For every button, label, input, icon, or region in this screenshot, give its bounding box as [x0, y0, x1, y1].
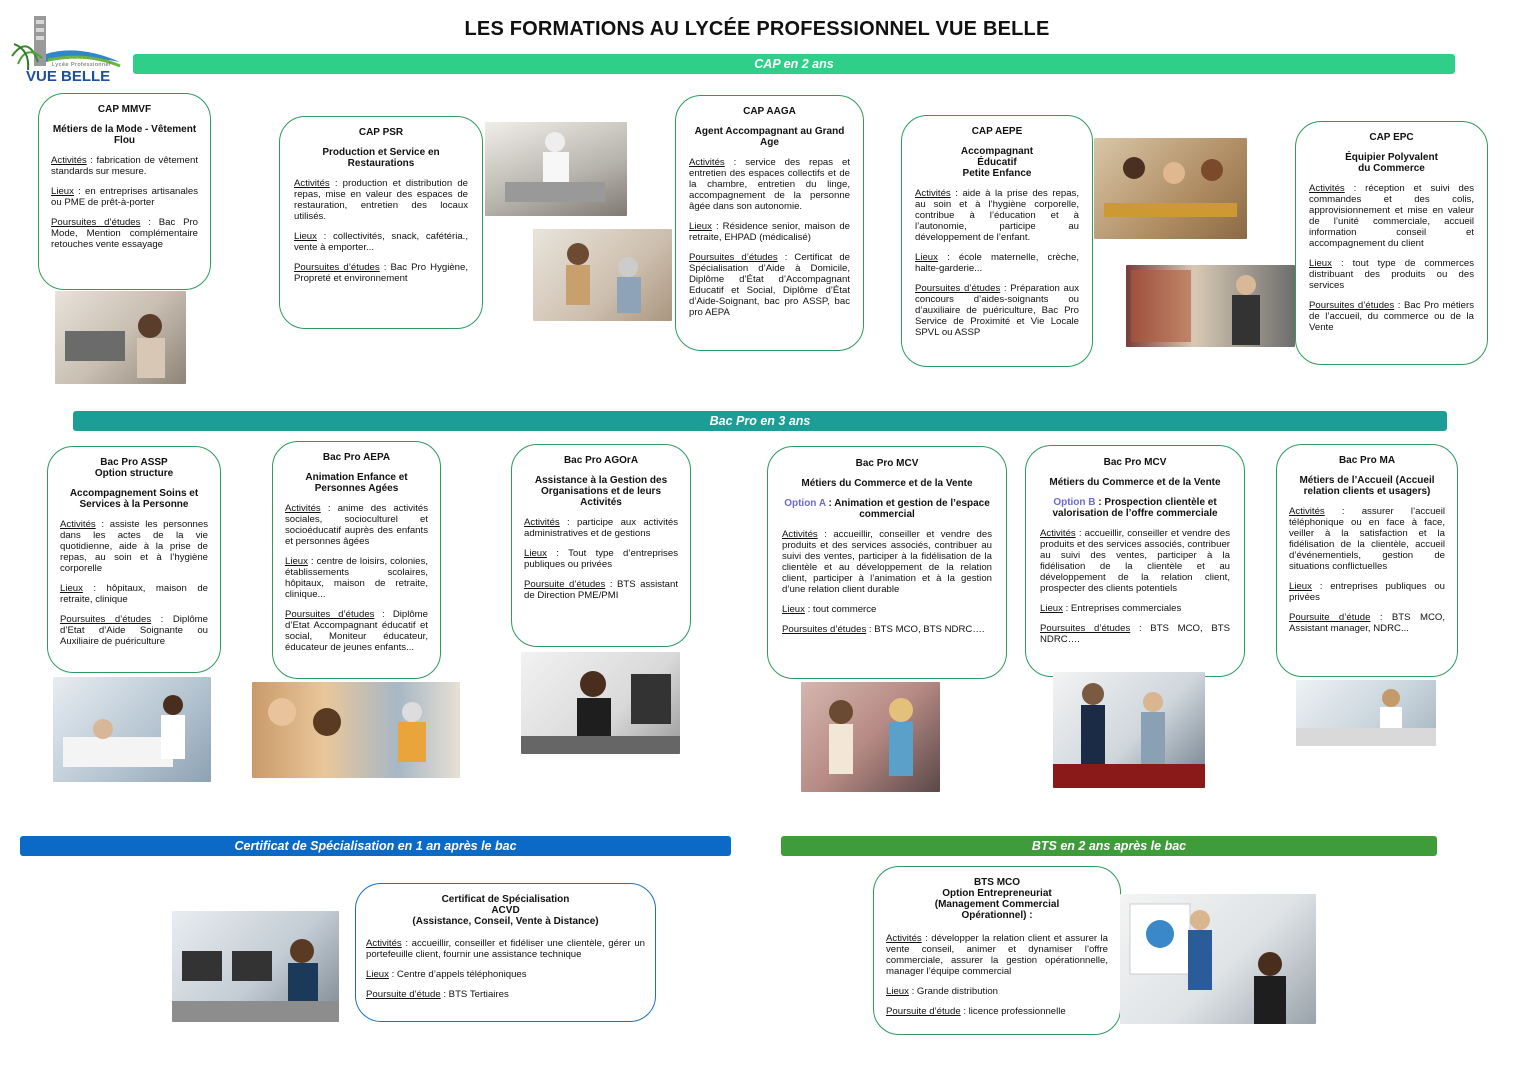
photo-hospital — [53, 677, 211, 782]
photo-sewing — [55, 291, 186, 384]
card-cap-mmvf — [38, 93, 211, 290]
card-cap-psr — [279, 116, 483, 329]
label-activites: Activités — [1289, 506, 1325, 517]
label-activites: Activités — [689, 157, 725, 168]
card-lieux: : Résidence senior, maison de retraite, EHPAD (médicalisé) — [689, 221, 850, 243]
card-lieux: : en entreprises artisanales ou PME de prêt-à-porter — [51, 186, 198, 208]
card-activites: : assurer l’accueil téléphonique ou en face à face, veiller à la satisfaction et la fidélisation de la clientèle, accueil d’événementiels, gestion de situations conflictuelles — [1289, 506, 1445, 572]
label-poursuites: Poursuites d’études — [915, 283, 1001, 294]
card-lieux: : hôpitaux, maison de retraite, clinique — [60, 583, 208, 605]
option-label: Option B — [1053, 497, 1096, 508]
card-poursuites: : Diplôme d’Etat d’Aide Soignante ou Auxiliaire de puériculture — [60, 614, 209, 647]
card-code: BTS MCO — [973, 877, 1021, 888]
card-bac-assp — [47, 446, 221, 673]
card-activites: : fabrication de vêtement standards sur mesure. — [51, 155, 198, 177]
card-title: Métiers de l’Accueil (Accueil relation clients et usagers) — [1299, 475, 1435, 497]
photo-boutique — [801, 682, 940, 792]
label-lieux: Lieux — [1040, 603, 1063, 614]
card-title: (Assistance, Conseil, Vente à Distance) — [412, 916, 599, 927]
label-lieux: Lieux — [524, 548, 547, 559]
card-poursuites: : Bac Pro Mode, Mention complémentaire retouches vente essayage — [51, 217, 199, 250]
card-lieux: : collectivités, snack, cafétéria., vente à emporter... — [294, 231, 468, 253]
section-bac-pro: Bac Pro en 3 ans — [73, 411, 1447, 431]
card-bts-mco — [873, 866, 1121, 1035]
section-cap: CAP en 2 ans — [133, 54, 1455, 74]
label-poursuites: Poursuites d’études — [51, 217, 141, 228]
card-poursuites: : Diplôme d’Etat Accompagnant éducatif et social, Moniteur éducateur, éducateur de jeunes enfants... — [285, 609, 429, 653]
card-code: CAP AAGA — [743, 106, 796, 117]
card-cap-aepe — [901, 115, 1093, 367]
label-poursuite: Poursuite d’étude — [1289, 612, 1371, 623]
card-title-1: Accompagnant — [960, 146, 1034, 157]
card-lieux: : entreprises publiques ou privées — [1289, 581, 1445, 603]
card-code-2: ACVD — [491, 905, 520, 916]
label-lieux: Lieux — [60, 583, 83, 594]
card-bac-mcv-b — [1025, 445, 1245, 677]
card-bac-mcv-a — [767, 446, 1007, 679]
card-cs-acvd — [355, 883, 656, 1022]
label-activites: Activités — [285, 503, 321, 514]
label-lieux: Lieux — [366, 969, 389, 980]
card-cap-epc — [1295, 121, 1488, 365]
card-activites: : réception et suivi des commandes et des colis, approvisionnement et mise en valeur de l’unité commerciale, accueil information conseil et accompagnement du client — [1309, 183, 1474, 249]
photo-shop — [1126, 265, 1295, 347]
card-poursuites: : BTS MCO, BTS NDRC…. — [866, 624, 985, 635]
card-code: Bac Pro MCV — [1103, 457, 1167, 468]
label-lieux: Lieux — [285, 556, 308, 567]
card-option — [782, 498, 992, 520]
photo-children — [1094, 138, 1247, 239]
card-lieux: : tout commerce — [804, 604, 877, 615]
card-poursuites: : BTS MCO, Assistant manager, NDRC... — [1289, 612, 1446, 634]
label-activites: Activités — [294, 178, 330, 189]
card-activites: : accueillir, conseiller et vendre des produits et des services associés, contribuer au suivi des ventes, participer à la fidélisation de la clientèle et au développement de la relation client, prospecter des clients potentiels — [1040, 528, 1230, 594]
label-lieux: Lieux — [1289, 581, 1312, 592]
school-logo — [8, 14, 122, 90]
card-activites: : participe aux activités administratives et de gestions — [524, 517, 678, 539]
option-text: : Prospection clientèle et valorisation de l’offre commerciale — [1052, 497, 1218, 519]
card-title-2: (Management Commercial Opérationnel) : — [934, 899, 1060, 921]
card-title: Production et Service en Restaurations — [322, 147, 440, 169]
card-code: CAP PSR — [358, 127, 404, 138]
label-poursuites: Poursuites d’études — [285, 609, 375, 620]
section-bts: BTS en 2 ans après le bac — [781, 836, 1437, 856]
label-activites: Activités — [886, 933, 922, 944]
page-title: LES FORMATIONS AU LYCÉE PROFESSIONNEL VUE BELLE — [464, 18, 1050, 40]
card-lieux: : centre de loisirs, colonies, établissements scolaires, hôpitaux, maison de retraite, clinique... — [285, 556, 428, 600]
label-lieux: Lieux — [886, 986, 909, 997]
card-code: Bac Pro MCV — [855, 458, 919, 469]
card-poursuites: : licence professionnelle — [960, 1006, 1066, 1017]
label-activites: Activités — [782, 529, 818, 540]
card-poursuites: : BTS MCO, BTS NDRC…. — [1040, 623, 1230, 645]
label-lieux: Lieux — [1309, 258, 1332, 269]
card-title: Métiers de la Mode - Vêtement Flou — [52, 124, 197, 146]
label-poursuites: Poursuites d’études — [1309, 300, 1395, 311]
card-bac-agora — [511, 444, 691, 647]
label-poursuites: Poursuites d’études — [689, 252, 778, 263]
card-code-2: Option structure — [94, 468, 174, 479]
label-poursuite: Poursuite d’étude — [366, 989, 441, 1000]
label-poursuites: Poursuites d’études — [60, 614, 152, 625]
photo-animation — [252, 682, 460, 778]
label-lieux: Lieux — [294, 231, 317, 242]
label-lieux: Lieux — [51, 186, 74, 197]
photo-elderly-care — [533, 229, 672, 321]
label-poursuites: Poursuites d’études — [1040, 623, 1131, 634]
card-activites: : aide à la prise des repas, au soin et à l’hygiène corporelle, contribue à l’éducation et à l’autonomie, participe au développement de l’enfant. — [915, 188, 1079, 243]
section-certificat: Certificat de Spécialisation en 1 an après le bac — [20, 836, 731, 856]
card-lieux: : école maternelle, crèche, halte-garderie... — [915, 252, 1079, 274]
card-code: CAP AEPE — [971, 126, 1023, 137]
card-activites: : assiste les personnes dans les actes de la vie quotidienne, aide à la prise de repas, au soin et à l’hygiène corporelle — [60, 519, 208, 574]
card-poursuites: : BTS Tertiaires — [440, 989, 509, 1000]
photo-office — [521, 652, 680, 754]
photo-kitchen — [485, 122, 627, 216]
label-poursuites: Poursuites d’études — [294, 262, 380, 273]
card-lieux: : Tout type d’entreprises publiques ou privées — [524, 548, 678, 570]
card-lieux: : Centre d’appels téléphoniques — [388, 969, 527, 980]
card-code: Bac Pro ASSP — [100, 457, 168, 468]
card-poursuites: : Préparation aux concours d’aides-soignants ou d’auxiliaire de puériculture, Bac Pro Service de Proximité et Vie Locale SPVL ou ASSP — [915, 283, 1079, 338]
photo-reception — [1296, 680, 1436, 746]
card-title-1: Équipier Polyvalent — [1345, 152, 1438, 163]
photo-call-center — [172, 911, 339, 1022]
card-title-2: Éducatif — [977, 157, 1017, 168]
card-code: Certificat de Spécialisation — [441, 894, 570, 905]
card-title: Assistance à la Gestion des Organisations et de leurs Activités — [534, 475, 668, 508]
card-activites: : accueillir, conseiller et fidéliser une clientèle, gérer un portefeuille client, fournir une assistance technique — [366, 938, 645, 960]
label-poursuite: Poursuite d’études — [524, 579, 606, 590]
card-title-2: du Commerce — [1358, 163, 1425, 174]
card-cap-aaga — [675, 95, 864, 351]
card-title-1: Option Entrepreneuriat — [942, 888, 1052, 899]
label-activites: Activités — [60, 519, 96, 530]
label-poursuites: Poursuites d’études — [782, 624, 867, 635]
card-activites: : production et distribution de repas, mise en valeur des espaces de restauration, entretien des locaux utilisés. — [294, 178, 468, 222]
label-activites: Activités — [524, 517, 560, 528]
card-bac-aepa — [272, 441, 441, 679]
card-poursuites: : BTS assistant de Direction PME/PMI — [524, 579, 678, 601]
card-activites: : anime des activités sociales, socioculturel et socioéducatif auprès des enfants et personnes âgées — [285, 503, 428, 547]
card-code: Bac Pro AGOrA — [563, 455, 639, 466]
card-title: Agent Accompagnant au Grand Age — [694, 126, 845, 148]
card-activites: : service des repas et entretien des espaces collectifs et de la chambre, entretien du linge, accompagnement de la personne âgée dans son autonomie. — [689, 157, 850, 212]
label-activites: Activités — [915, 188, 951, 199]
logo-subtitle: Lycée Professionnel — [52, 62, 111, 68]
label-activites: Activités — [1309, 183, 1345, 194]
label-activites: Activités — [51, 155, 87, 166]
card-title: Animation Enfance et Personnes Agées — [305, 472, 408, 494]
card-lieux: : tout type de commerces distribuant des produits ou des services — [1309, 258, 1474, 291]
card-option — [1040, 497, 1230, 519]
label-lieux: Lieux — [915, 252, 938, 263]
label-activites: Activités — [366, 938, 402, 949]
card-title: Métiers du Commerce et de la Vente — [1049, 477, 1221, 488]
card-code: CAP MMVF — [97, 104, 152, 115]
card-title: Accompagnement Soins et Services à la Personne — [69, 488, 199, 510]
card-code: Bac Pro MA — [1338, 455, 1396, 466]
card-title: Métiers du Commerce et de la Vente — [801, 478, 973, 489]
label-lieux: Lieux — [689, 221, 712, 232]
photo-car-sales — [1053, 672, 1205, 788]
label-activites: Activités — [1040, 528, 1076, 539]
card-code: Bac Pro AEPA — [322, 452, 391, 463]
label-lieux: Lieux — [782, 604, 805, 615]
card-poursuites: : Bac Pro métiers de l’accueil, du commerce ou de la Vente — [1309, 300, 1474, 333]
card-title-3: Petite Enfance — [962, 168, 1032, 179]
card-code: CAP EPC — [1369, 132, 1414, 143]
card-lieux: : Grande distribution — [908, 986, 998, 997]
card-activites: : accueillir, conseiller et vendre des produits et des services associés, contribuer au suivi des ventes, participer à la fidélisation de la clientèle et au développement de la relation client, participer à l’animation et à la gestion d’une relation client durable — [782, 529, 992, 595]
option-label: Option A — [784, 498, 826, 509]
photo-meeting — [1120, 894, 1316, 1024]
card-poursuites: : Certificat de Spécialisation d’Aide à Domicile, Diplôme d’État d’Accompagnant Educatif et Social, Diplôme d’État d’Aide-Soignant, bac pro ASSP, bac pro AEPA — [689, 252, 850, 318]
label-poursuite: Poursuite d’étude — [886, 1006, 961, 1017]
card-activites: : développer la relation client et assurer la vente conseil, animer et dynamiser l’offre commerciale, assurer la gestion opérationnelle, manager l’équipe commercial — [886, 933, 1108, 977]
card-poursuites: : Bac Pro Hygiène, Propreté et environnement — [294, 262, 469, 284]
logo-name: VUE BELLE — [26, 68, 111, 85]
option-text: : Animation et gestion de l’espace commercial — [825, 498, 990, 520]
card-bac-ma — [1276, 444, 1458, 677]
card-lieux: : Entreprises commerciales — [1062, 603, 1182, 614]
